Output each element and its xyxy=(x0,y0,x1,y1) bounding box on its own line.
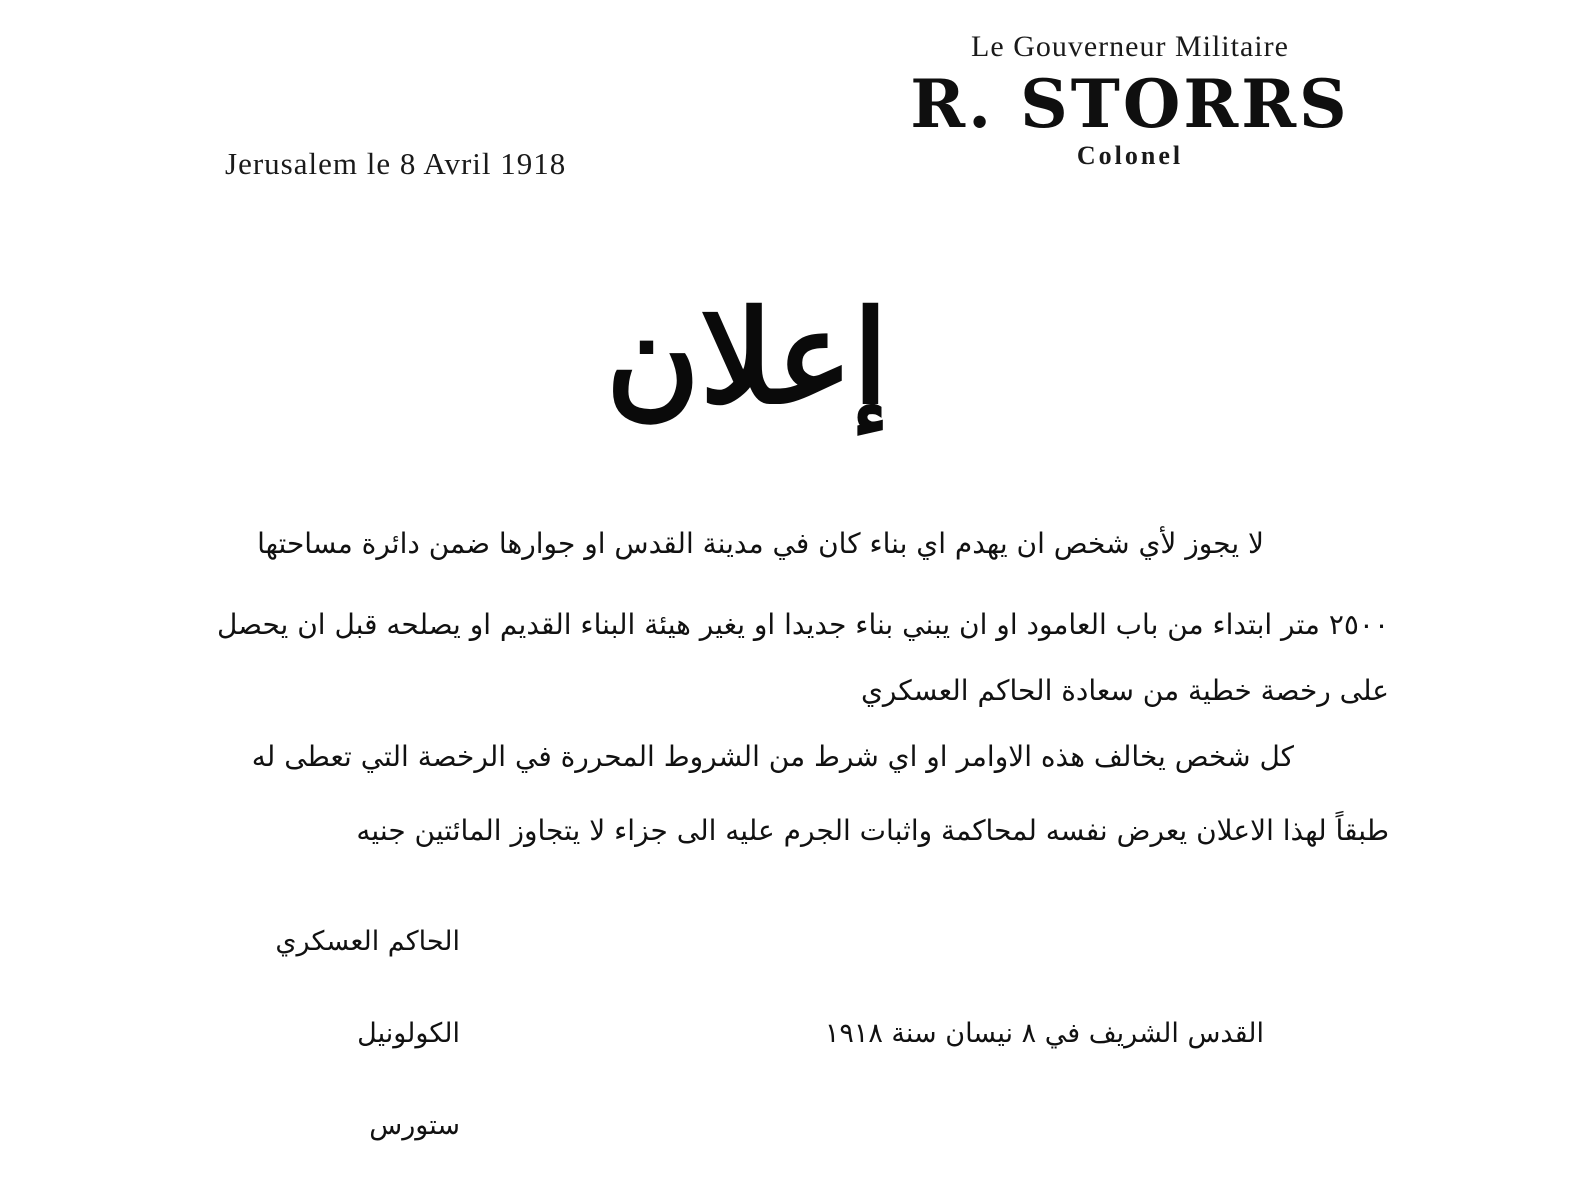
signature-name: ستورس xyxy=(369,1110,460,1141)
date-line: Jerusalem le 8 Avril 1918 xyxy=(225,146,567,181)
signature-title: الحاكم العسكري xyxy=(275,926,460,957)
governor-header xyxy=(900,28,1360,170)
governor-name: R. STORRS xyxy=(910,65,1350,143)
governor-rank: Colonel xyxy=(1076,141,1184,170)
announcement-line-3: على رخصة خطية من سعادة الحاكم العسكري xyxy=(860,674,1389,707)
announcement-line-2: ٢٥٠٠ متر ابتداء من باب العامود او ان يبني بناء جديدا او يغير هيئة البناء القديم او يصلحه قبل ان يحصل xyxy=(216,608,1389,641)
announcement-title: إعلان xyxy=(605,283,889,433)
signature-rank: الكولونيل xyxy=(357,1018,460,1049)
announcement-line-5: طبقاً لهذا الاعلان يعرض نفسه لمحاكمة واثبات الجرم عليه الى جزاء لا يتجاوز المائتين جنيه xyxy=(356,814,1389,847)
announcement-line-1: لا يجوز لأي شخص ان يهدم اي بناء كان في مدينة القدس او جوارها ضمن دائرة مساحتها xyxy=(257,527,1264,560)
governor-title: Le Gouverneur Militaire xyxy=(971,30,1289,63)
arabic-date-line: القدس الشريف في ٨ نيسان سنة ١٩١٨ xyxy=(824,1018,1264,1049)
announcement-line-4: كل شخص يخالف هذه الاوامر او اي شرط من الشروط المحررة في الرخصة التي تعطى له xyxy=(251,740,1294,773)
